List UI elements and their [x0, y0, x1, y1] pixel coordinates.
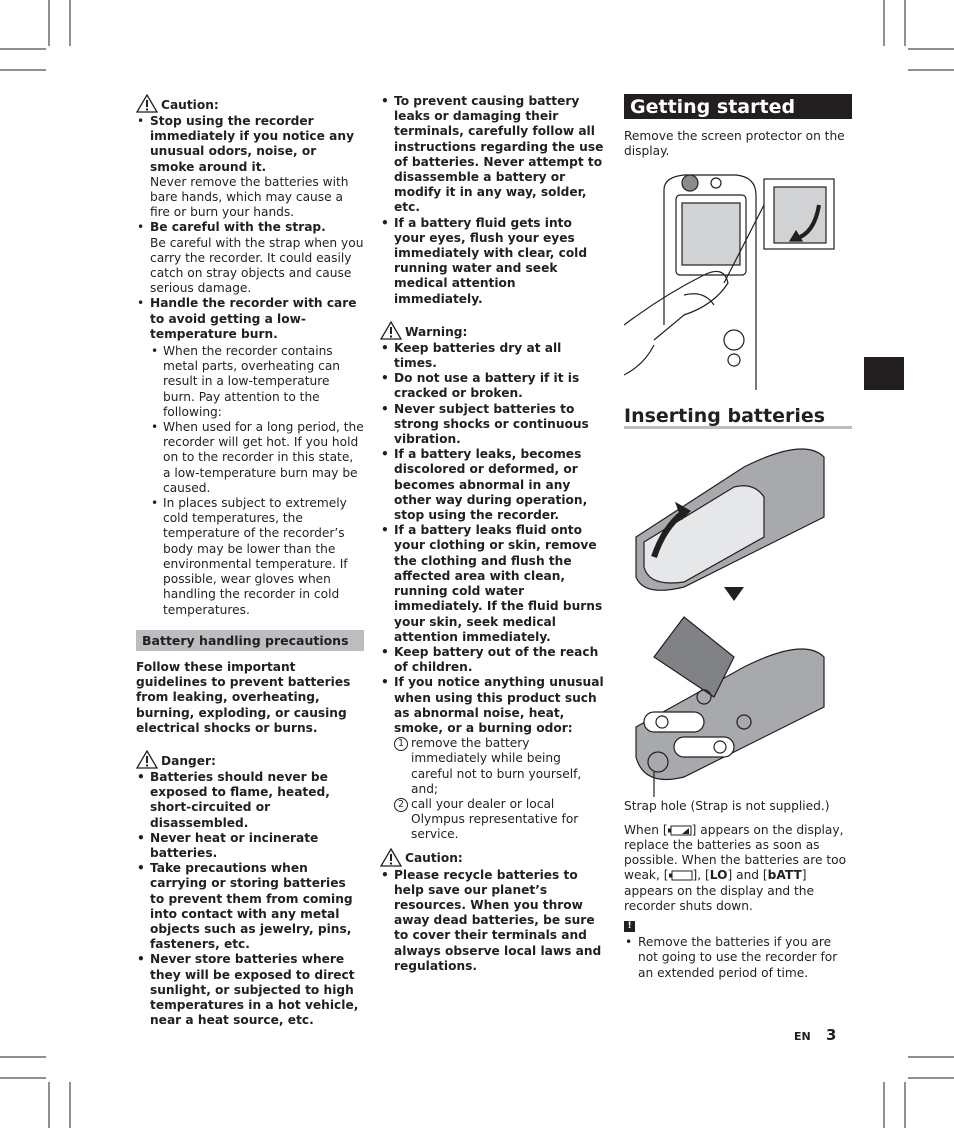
caution-triangle-icon: [380, 848, 402, 867]
caution-heading-2: Caution:: [380, 848, 606, 867]
remove-protector-text: Remove the screen protector on the display.: [624, 129, 845, 159]
warning-list: [380, 341, 606, 736]
list-item: • If a battery leaks fluid onto your clothing or skin, remove the clothing and flush the affected area with clean, running cold water immediately. If the fluid burns your skin, seek medical attention immediately.: [380, 523, 606, 645]
intro-text: Follow these important guidelines to prevent batteries from leaking, overheating, burning, exploding, or causing electrical shocks or burns.: [136, 659, 351, 735]
page-number: 3: [826, 1026, 837, 1044]
list-item: • To prevent causing battery leaks or damaging their terminals, carefully follow all instructions regarding the use of batteries. Never attempt to disassemble a battery or modify it in any way, solder, etc.: [380, 94, 606, 216]
danger-triangle-icon: [136, 750, 158, 769]
list-item: • Remove the batteries if you are not going to use the recorder for an extended period of time.: [624, 935, 852, 981]
column-3: [624, 94, 852, 981]
list-item: • In places subject to extremely cold temperatures, the temperature of the recorder’s body may be lower than the environmental temperature. If possible, wear gloves when handling the recorder in cold temperatures.: [150, 496, 364, 618]
note-icon: !: [624, 921, 635, 932]
column-2: [380, 94, 606, 974]
column-1: [136, 94, 364, 1028]
caution-heading: Caution:: [136, 94, 364, 113]
danger-list: [136, 770, 364, 1028]
list-item: • Never subject batteries to strong shocks or continuous vibration.: [380, 402, 606, 448]
list-item: • If you notice anything unusual when using this product such as abnormal noise, heat, smoke, or a burning odor:: [380, 675, 606, 736]
numbered-item: 2 call your dealer or local Olympus representative for service.: [380, 797, 606, 843]
note-list: [624, 935, 852, 981]
list-item: • When the recorder contains metal parts, overheating can result in a low-temperature burn. Pay attention to the following:: [150, 344, 364, 420]
warning-triangle-icon: [380, 321, 402, 340]
list-item: • Handle the recorder with care to avoid getting a low-temperature burn. • When the recorder contains metal parts, overheating can result in a low-temperature burn. Pay attention to the following: • When used for a long period, the recorder will get hot. If you hold on to the recorder in this state, a low-temperature burn may be caused. • In places subject to extremely cold temperatures, the temperature of the recorder’s body may be lower than the environmental temperature. If possible, wear gloves when handling the recorder in cold temperatures.: [136, 296, 364, 617]
list-item: • Stop using the recorder immediately if you notice any unusual odors, noise, or smoke around it. Never remove the batteries with bare hands, which may cause a fire or burn your hands.: [136, 114, 364, 220]
caution-list: [136, 114, 364, 618]
battery-insertion-illustration: [624, 437, 852, 797]
list-item: • Do not use a battery if it is cracked or broken.: [380, 371, 606, 401]
number-badge: 1: [394, 737, 408, 751]
list-item: • Keep batteries dry at all times.: [380, 341, 606, 371]
battery-empty-icon: [669, 870, 693, 881]
heading-getting-started: Getting started: [624, 94, 852, 119]
strap-caption: Strap hole (Strap is not supplied.): [624, 798, 830, 813]
list-item: • If a battery leaks, becomes discolored or deformed, or becomes abnormal in any other way during operation, stop using the recorder.: [380, 447, 606, 523]
list-item: • Be careful with the strap. Be careful with the strap when you carry the recorder. It could easily catch on stray objects and cause serious damage.: [136, 220, 364, 296]
caution-list-2: [380, 868, 606, 974]
list-item: • Batteries should never be exposed to flame, heated, short-circuited or disassembled.: [136, 770, 364, 831]
language-label: EN: [794, 1030, 811, 1043]
section-bar: Battery handling precautions: [136, 630, 364, 651]
list-item: • Keep battery out of the reach of children.: [380, 645, 606, 675]
list-item: • Please recycle batteries to help save our planet’s resources. When you throw away dead batteries, be sure to cover their terminals and always observe local laws and regulations.: [380, 868, 606, 974]
heading-inserting-batteries: Inserting batteries: [624, 409, 852, 428]
top-list: [380, 94, 606, 307]
sub-list: [150, 344, 364, 618]
battery-indicator-text: When [ ] appears on the display, replace the batteries as soon as possible. When the batteries are too weak, [ ], [LO] and [bATT] appears on the display and the recorder shuts down.: [624, 822, 847, 913]
caution-triangle-icon: [136, 94, 158, 113]
list-item: • Take precautions when carrying or storing batteries to prevent them from coming into contact with any metal objects such as jewelry, pins, fasteners, etc.: [136, 861, 364, 952]
warning-heading: Warning:: [380, 321, 606, 340]
numbered-item: 1 remove the battery immediately while being careful not to burn yourself, and;: [380, 736, 606, 797]
battery-low-icon: [668, 825, 692, 836]
recorder-screen-protector-illustration: [624, 165, 852, 405]
list-item: • Never store batteries where they will be exposed to direct sunlight, or subjected to high temperatures in a hot vehicle, near a heat source, etc.: [136, 952, 364, 1028]
chapter-tab: [864, 357, 904, 390]
number-badge: 2: [394, 798, 408, 812]
list-item: • When used for a long period, the recorder will get hot. If you hold on to the recorder in this state, a low-temperature burn may be caused.: [150, 420, 364, 496]
list-item: • If a battery fluid gets into your eyes, flush your eyes immediately with clear, cold running water and seek medical attention immediately.: [380, 216, 606, 307]
list-item: • Never heat or incinerate batteries.: [136, 831, 364, 861]
danger-heading: Danger:: [136, 750, 364, 769]
